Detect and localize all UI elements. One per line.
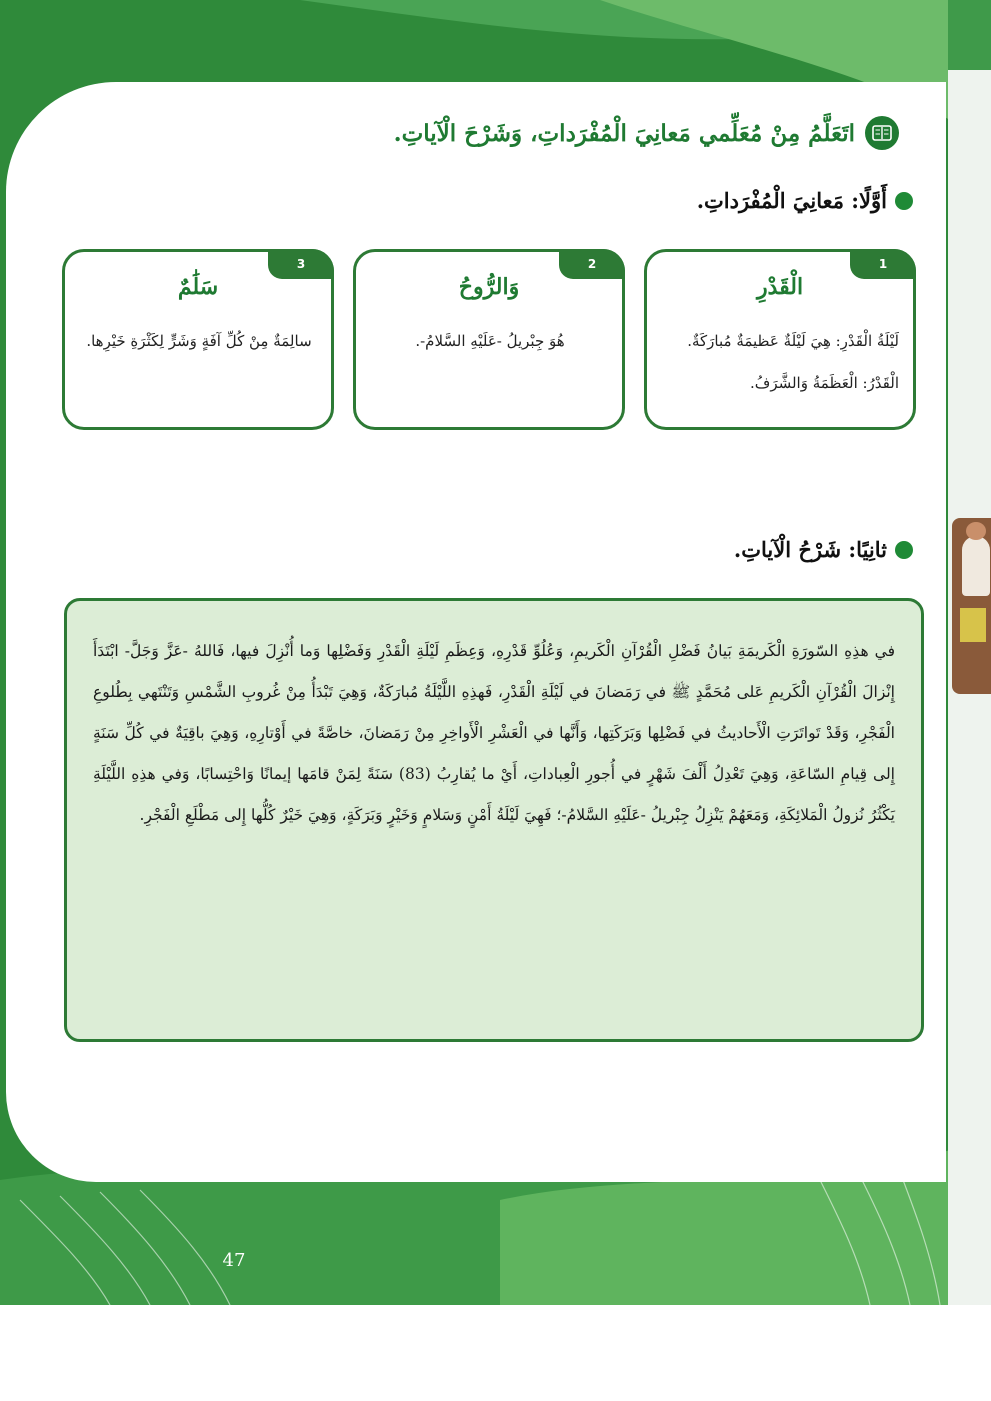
section-vocabulary-heading: [697, 188, 913, 213]
photo-head-shape: [966, 522, 986, 540]
vocab-card-1: [644, 249, 916, 430]
section-vocabulary-title: أَوَّلًا: مَعانِيَ الْمُفْرَداتِ.: [696, 188, 887, 213]
page-margin: [0, 1305, 991, 1401]
vocab-card-2: [353, 249, 625, 430]
section-explanation-heading: [734, 537, 913, 562]
explanation-box: [64, 598, 924, 1042]
section-explanation-title: ثانِيًا: شَرْحُ الْآياتِ.: [733, 537, 887, 562]
vocab-number-badge: 3: [268, 249, 334, 279]
vocab-number-badge: 1: [850, 249, 916, 279]
next-page-header-band: [948, 0, 991, 70]
explanation-paragraph: في هذِهِ السّورَةِ الْكَريمَةِ بَيانُ فَضْلِ الْقُرْآنِ الْكَريمِ، وَعُلُوِّ قَدْرِهِ، وَعِظَمِ لَيْلَةِ الْقَدْرِ وَفَضْلِها وَما أُنْزِلَ فيها، فَاللهُ -عَزَّ وَجَلَّ- ابْتَدَأَ إِنْزالَ الْقُرْآنِ الْكَريمِ عَلى مُحَمَّدٍ ﷺ في رَمَضانَ في لَيْلَةِ الْقَدْرِ، فَهذِهِ اللَّيْلَةُ مُبارَكَةٌ، وَهِيَ تَبْدَأُ مِنْ غُروبِ الشَّمْسِ وَتَنْتَهي بِطُلوعِ الْفَجْرِ، وَقَدْ تَواتَرَتِ الْأَحاديثُ في فَضْلِها وَبَرَكَتِها، وَأَنَّها في الْعَشْرِ الْأَواخِرِ مِنْ رَمَضانَ، خاصَّةً في أَوْتارِهِ، وَهِيَ باقِيَةٌ في كُلِّ سَنَةٍ إِلى قِيامِ السّاعَةِ، وَهِيَ تَعْدِلُ أَلْفَ شَهْرٍ في أُجورِ الْعِباداتِ، أَيْ ما يُقارِبُ (83) سَنَةً لِمَنْ قامَها إيمانًا وَاحْتِسابًا، وَفي هذِهِ اللَّيْلَةِ يَكْثُرُ نُزولُ الْمَلائِكَةِ، وَمَعَهُمْ يَنْزِلُ جِبْريلُ -عَلَيْهِ السَّلامُ-؛ فَهِيَ لَيْلَةُ أَمْنٍ وَسَلامٍ وَخَيْرٍ وَبَرَكَةٍ، وَهِيَ خَيْرٌ كُلُّها إِلى مَطْلَعِ الْفَجْرِ.: [93, 642, 895, 824]
vocab-word: وَالرُّوحُ: [458, 274, 520, 300]
bullet-icon: [895, 192, 913, 210]
lesson-heading-text: اتَعَلَّمُ مِنْ مُعَلِّمي مَعانِيَ الْمُفْرَداتِ، وَشَرْحَ الْآياتِ.: [393, 119, 855, 147]
next-page-photo: [952, 518, 991, 694]
bullet-icon: [895, 541, 913, 559]
page-number: 47: [222, 1250, 246, 1271]
vocab-definition: هُوَ جِبْريلُ -عَلَيْهِ السَّلامُ-.: [415, 332, 565, 350]
vocab-number-badge: 2: [559, 249, 625, 279]
book-icon: [865, 116, 899, 150]
vocab-card-3: [62, 249, 334, 430]
photo-bag-shape: [960, 608, 986, 642]
photo-person-shape: [962, 536, 990, 596]
lesson-heading: [394, 116, 899, 150]
vocab-definition: سالِمَةٌ مِنْ كُلِّ آفَةٍ وَشَرٍّ لِكَثْرَةِ خَيْرِها.: [86, 332, 312, 350]
vocab-word: الْقَدْرِ: [756, 274, 804, 300]
book-icon-glyph: [872, 125, 892, 141]
vocab-word: سَلَٰمٌ: [177, 274, 219, 300]
vocab-definition: لَيْلَةُ الْقَدْرِ: هِيَ لَيْلَةٌ عَظيمَةٌ مُبارَكَةٌ. الْقَدْرُ: الْعَظَمَةُ وَالشَّرَفُ.: [687, 332, 899, 392]
